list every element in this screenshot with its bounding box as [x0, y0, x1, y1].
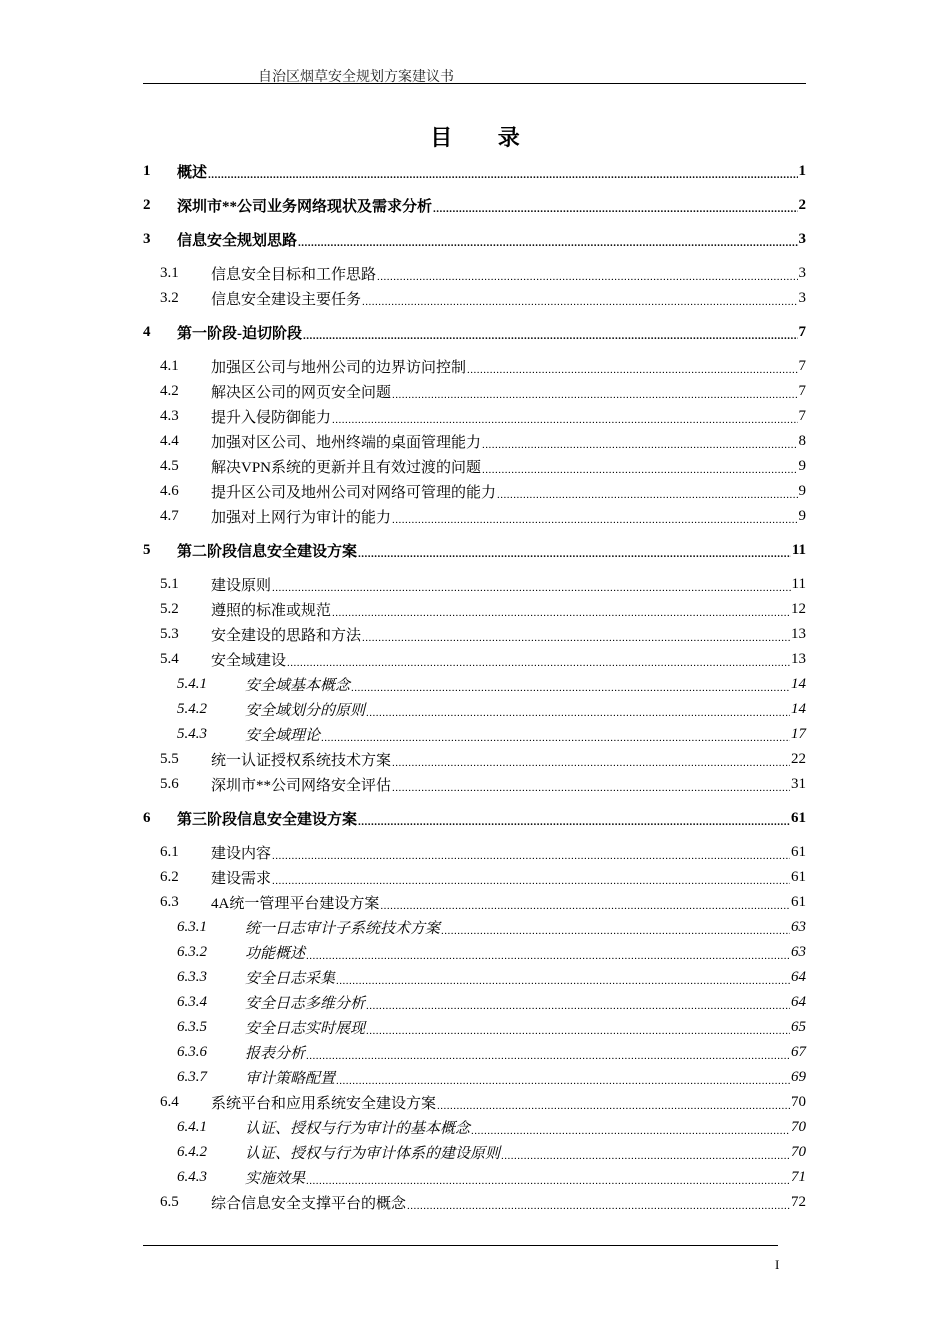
toc-entry-title: 提升区公司及地州公司对网络可管理的能力 — [211, 485, 497, 501]
footer-rule — [143, 1245, 778, 1246]
toc-entry[interactable] — [143, 1115, 806, 1140]
toc-entry-title: 认证、授权与行为审计体系的建设原则 — [245, 1146, 501, 1162]
toc-entry[interactable] — [143, 286, 806, 311]
toc-entry-number: 4 — [143, 324, 151, 340]
toc-dot-leader — [332, 414, 797, 426]
toc-entry-title: 深圳市**公司业务网络现状及需求分析 — [177, 199, 433, 215]
toc-dot-leader — [306, 950, 790, 962]
header-rule — [143, 83, 806, 84]
toc-entry-number: 3.2 — [160, 290, 179, 306]
toc-entry-number: 3.1 — [160, 265, 179, 281]
toc-dot-leader — [362, 632, 790, 644]
toc-entry-page: 9 — [798, 508, 806, 524]
toc-entry-title: 解决VPN系统的更新并且有效过渡的问题 — [211, 460, 482, 476]
toc-entry[interactable] — [143, 597, 806, 622]
toc-dot-leader — [362, 296, 797, 308]
toc-entry-title: 认证、授权与行为审计的基本概念 — [245, 1121, 471, 1137]
toc-entry-page: 7 — [798, 383, 806, 399]
toc-entry-title: 加强区公司与地州公司的边界访问控制 — [211, 360, 467, 376]
toc-dot-leader — [332, 607, 790, 619]
toc-entry-number: 4.3 — [160, 408, 179, 424]
toc-entry-number: 6.1 — [160, 844, 179, 860]
toc-entry-number: 5.4 — [160, 651, 179, 667]
toc-entry[interactable] — [143, 454, 806, 479]
toc-dot-leader — [306, 1175, 790, 1187]
toc-entry-number: 4.5 — [160, 458, 179, 474]
toc-entry[interactable] — [143, 479, 806, 504]
toc-entry-title: 审计策略配置 — [245, 1071, 336, 1087]
toc-entry[interactable] — [143, 227, 806, 252]
toc-entry-title: 信息安全规划思路 — [177, 233, 298, 249]
toc-entry[interactable] — [143, 965, 806, 990]
toc-entry-title: 功能概述 — [245, 946, 306, 962]
toc-entry-number: 4.6 — [160, 483, 179, 499]
toc-entry-title: 提升入侵防御能力 — [211, 410, 332, 426]
toc-entry-number: 6.3.7 — [177, 1069, 207, 1085]
toc-dot-leader — [306, 1050, 790, 1062]
toc-entry[interactable] — [143, 261, 806, 286]
toc-dot-leader — [441, 925, 790, 937]
toc-dot-leader — [298, 237, 797, 249]
toc-entry-page: 14 — [791, 676, 806, 692]
toc-entry[interactable] — [143, 193, 806, 218]
toc-entry-title: 解决区公司的网页安全问题 — [211, 385, 392, 401]
toc-dot-leader — [366, 707, 790, 719]
toc-entry[interactable] — [143, 1190, 806, 1215]
toc-entry-page: 2 — [798, 197, 806, 213]
toc-dot-leader — [377, 271, 797, 283]
toc-entry-title: 第二阶段信息安全建设方案 — [177, 544, 358, 560]
toc-entry-title: 建设需求 — [211, 871, 272, 887]
toc-entry-number: 4.1 — [160, 358, 179, 374]
toc-entry-title: 信息安全建设主要任务 — [211, 292, 362, 308]
toc-entry-number: 5.5 — [160, 751, 179, 767]
toc-entry-page: 72 — [791, 1194, 806, 1210]
toc-entry-number: 5.4.2 — [177, 701, 207, 717]
toc-entry-title: 安全域理论 — [245, 728, 321, 744]
toc-entry-title: 安全日志采集 — [245, 971, 336, 987]
toc-entry-page: 3 — [798, 290, 806, 306]
toc-entry-page: 3 — [798, 231, 806, 247]
toc-entry[interactable] — [143, 379, 806, 404]
toc-entry-page: 71 — [791, 1169, 806, 1185]
toc-entry-page: 70 — [791, 1094, 806, 1110]
toc-entry[interactable] — [143, 772, 806, 797]
toc-dot-leader — [303, 330, 798, 342]
toc-dot-leader — [272, 582, 791, 594]
toc-entry-page: 63 — [791, 919, 806, 935]
toc-entry[interactable] — [143, 1040, 806, 1065]
toc-entry-number: 6.3.4 — [177, 994, 207, 1010]
toc-dot-leader — [380, 900, 790, 912]
toc-entry-page: 61 — [791, 844, 806, 860]
toc-entry-title: 第一阶段-迫切阶段 — [177, 326, 302, 342]
toc-entry[interactable] — [143, 840, 806, 865]
toc-entry[interactable] — [143, 672, 806, 697]
toc-entry-page: 3 — [798, 265, 806, 281]
toc-entry-number: 6.4.1 — [177, 1119, 207, 1135]
toc-entry-page: 14 — [791, 701, 806, 717]
toc-entry-page: 8 — [798, 433, 806, 449]
toc-entry-page: 17 — [791, 726, 806, 742]
toc-entry-title: 遵照的标准或规范 — [211, 603, 332, 619]
toc-entry-page: 1 — [798, 163, 806, 179]
toc-entry-page: 13 — [791, 651, 806, 667]
toc-dot-leader — [358, 816, 790, 828]
toc-entry[interactable] — [143, 1015, 806, 1040]
toc-entry-page: 31 — [791, 776, 806, 792]
toc-entry-title: 信息安全目标和工作思路 — [211, 267, 377, 283]
toc-entry-number: 6.2 — [160, 869, 179, 885]
toc-entry[interactable] — [143, 1065, 806, 1090]
toc-entry[interactable] — [143, 404, 806, 429]
toc-entry[interactable] — [143, 504, 806, 529]
toc-entry[interactable] — [143, 940, 806, 965]
toc-entry[interactable] — [143, 1090, 806, 1115]
toc-dot-leader — [392, 782, 790, 794]
toc-entry-page: 7 — [798, 358, 806, 374]
toc-dot-leader — [433, 203, 797, 215]
toc-dot-leader — [336, 1075, 790, 1087]
toc-entry-number: 6.3.3 — [177, 969, 207, 985]
toc-entry-page: 65 — [791, 1019, 806, 1035]
toc-dot-leader — [467, 364, 797, 376]
toc-entry-title: 加强对上网行为审计的能力 — [211, 510, 392, 526]
toc-entry-page: 61 — [791, 869, 806, 885]
toc-dot-leader — [482, 464, 797, 476]
toc-entry-number: 5.6 — [160, 776, 179, 792]
toc-entry-number: 6.3.1 — [177, 919, 207, 935]
toc-dot-leader — [366, 1000, 790, 1012]
toc-entry[interactable] — [143, 1140, 806, 1165]
toc-dot-leader — [392, 757, 790, 769]
toc-entry-page: 63 — [791, 944, 806, 960]
toc-entry-number: 6 — [143, 810, 151, 826]
toc-entry-page: 70 — [791, 1144, 806, 1160]
toc-entry-title: 安全日志实时展现 — [245, 1021, 366, 1037]
toc-dot-leader — [407, 1200, 790, 1212]
toc-entry-number: 5.4.3 — [177, 726, 207, 742]
toc-entry[interactable] — [143, 538, 806, 563]
toc-entry-title: 建设内容 — [211, 846, 272, 862]
toc-entry[interactable] — [143, 890, 806, 915]
toc-entry-page: 61 — [791, 894, 806, 910]
toc-dot-leader — [437, 1100, 790, 1112]
toc-dot-leader — [497, 489, 797, 501]
toc-entry-number: 5 — [143, 542, 151, 558]
toc-entry-page: 69 — [791, 1069, 806, 1085]
toc-entry-page: 9 — [798, 483, 806, 499]
toc-entry-title: 概述 — [177, 165, 208, 181]
toc-entry-title: 安全域建设 — [211, 653, 287, 669]
toc-entry[interactable] — [143, 647, 806, 672]
toc-entry-number: 6.4 — [160, 1094, 179, 1110]
toc-entry-number: 6.3.6 — [177, 1044, 207, 1060]
running-header: 自治区烟草安全规划方案建议书 — [258, 70, 454, 85]
toc-entry-title: 深圳市**公司网络安全评估 — [211, 778, 392, 794]
toc-entry-number: 5.4.1 — [177, 676, 207, 692]
toc-entry-number: 3 — [143, 231, 151, 247]
toc-entry-title: 统一认证授权系统技术方案 — [211, 753, 392, 769]
toc-dot-leader — [392, 389, 797, 401]
toc-entry-title: 加强对区公司、地州终端的桌面管理能力 — [211, 435, 482, 451]
toc-dot-leader — [336, 975, 790, 987]
toc-dot-leader — [272, 875, 790, 887]
toc-entry[interactable] — [143, 697, 806, 722]
toc-entry-number: 1 — [143, 163, 151, 179]
toc-entry[interactable] — [143, 159, 806, 184]
toc-entry-number: 5.3 — [160, 626, 179, 642]
toc-entry[interactable] — [143, 1165, 806, 1190]
toc-entry-page: 9 — [798, 458, 806, 474]
footer-page-number: I — [775, 1257, 780, 1272]
toc-entry-page: 64 — [791, 994, 806, 1010]
toc-entry-page: 11 — [791, 542, 806, 558]
toc-entry-number: 6.3 — [160, 894, 179, 910]
toc-dot-leader — [287, 657, 790, 669]
toc-entry-number: 4.4 — [160, 433, 179, 449]
toc-entry[interactable] — [143, 865, 806, 890]
toc-dot-leader — [351, 682, 790, 694]
toc-entry-page: 12 — [791, 601, 806, 617]
toc-entry-number: 6.4.3 — [177, 1169, 207, 1185]
toc-entry-title: 安全日志多维分析 — [245, 996, 366, 1012]
toc-entry-number: 6.4.2 — [177, 1144, 207, 1160]
toc-entry-title: 安全域基本概念 — [245, 678, 351, 694]
toc-entry-page: 7 — [798, 408, 806, 424]
toc-dot-leader — [208, 169, 797, 181]
toc-entry-page: 11 — [791, 576, 806, 592]
toc-entry-page: 70 — [791, 1119, 806, 1135]
toc-entry[interactable] — [143, 572, 806, 597]
toc-entry-number: 5.1 — [160, 576, 179, 592]
toc-dot-leader — [366, 1025, 790, 1037]
toc-dot-leader — [471, 1125, 790, 1137]
toc-entry[interactable] — [143, 915, 806, 940]
toc-entry-page: 22 — [791, 751, 806, 767]
toc-entry-title: 报表分析 — [245, 1046, 306, 1062]
toc-entry-number: 4.7 — [160, 508, 179, 524]
toc-dot-leader — [392, 514, 797, 526]
toc-entry-page: 13 — [791, 626, 806, 642]
table-of-contents — [143, 159, 806, 1215]
toc-dot-leader — [501, 1150, 790, 1162]
toc-entry[interactable] — [143, 747, 806, 772]
toc-entry-title: 统一日志审计子系统技术方案 — [245, 921, 441, 937]
toc-entry[interactable] — [143, 354, 806, 379]
toc-dot-leader — [482, 439, 797, 451]
toc-entry-page: 67 — [791, 1044, 806, 1060]
toc-entry[interactable] — [143, 722, 806, 747]
toc-entry-number: 6.5 — [160, 1194, 179, 1210]
toc-entry[interactable] — [143, 990, 806, 1015]
toc-title: 目 录 — [430, 125, 540, 150]
toc-entry-number: 6.3.2 — [177, 944, 207, 960]
toc-entry-title: 系统平台和应用系统安全建设方案 — [211, 1096, 437, 1112]
toc-entry-page: 64 — [791, 969, 806, 985]
toc-entry-number: 2 — [143, 197, 151, 213]
toc-entry-number: 5.2 — [160, 601, 179, 617]
toc-dot-leader — [358, 548, 791, 560]
toc-entry-number: 4.2 — [160, 383, 179, 399]
toc-entry[interactable] — [143, 806, 806, 831]
toc-entry[interactable] — [143, 320, 806, 345]
toc-dot-leader — [321, 732, 790, 744]
toc-entry-title: 综合信息安全支撑平台的概念 — [211, 1196, 407, 1212]
toc-entry-number: 6.3.5 — [177, 1019, 207, 1035]
toc-entry-title: 安全建设的思路和方法 — [211, 628, 362, 644]
toc-dot-leader — [272, 850, 790, 862]
toc-entry[interactable] — [143, 622, 806, 647]
toc-entry-title: 第三阶段信息安全建设方案 — [177, 812, 358, 828]
toc-entry[interactable] — [143, 429, 806, 454]
toc-entry-page: 7 — [798, 324, 806, 340]
toc-entry-page: 61 — [791, 810, 806, 826]
toc-entry-title: 4A统一管理平台建设方案 — [211, 896, 380, 912]
toc-entry-title: 实施效果 — [245, 1171, 306, 1187]
toc-entry-title: 安全域划分的原则 — [245, 703, 366, 719]
toc-entry-title: 建设原则 — [211, 578, 272, 594]
